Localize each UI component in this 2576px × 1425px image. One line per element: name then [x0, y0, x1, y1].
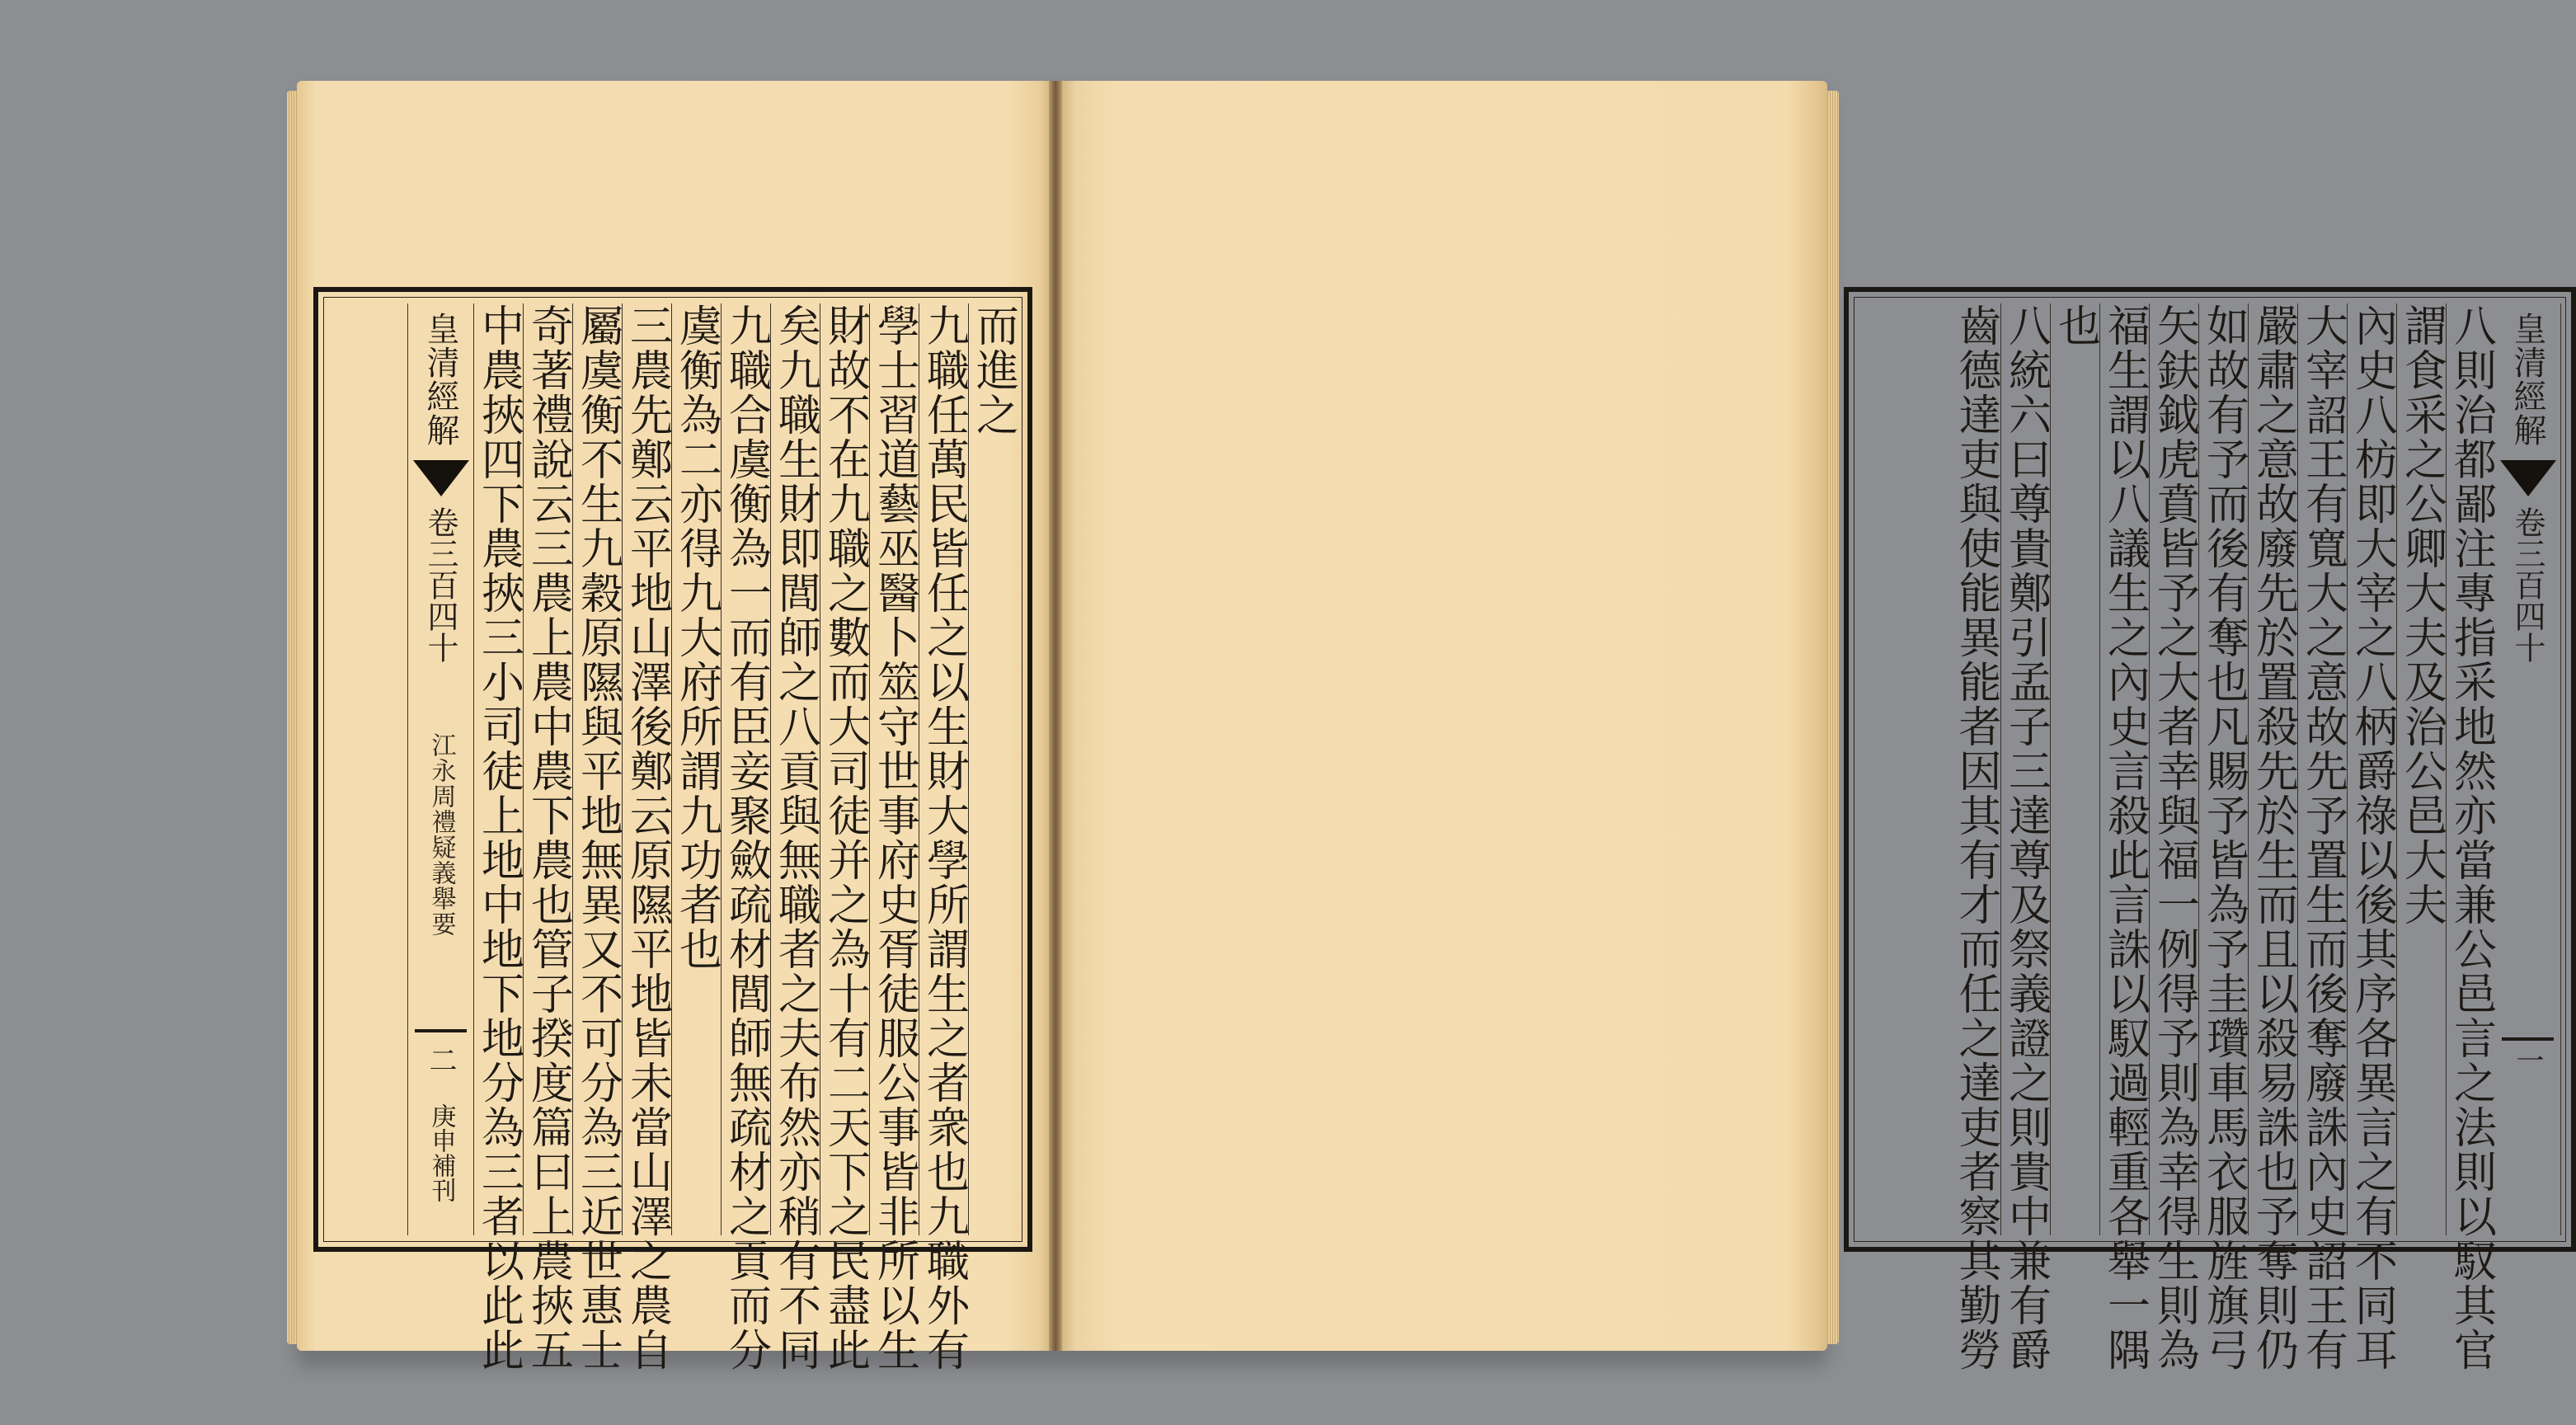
page-edges-right — [1826, 91, 1839, 1344]
text-column: 如故有予而後有奪也凡賜予皆為予圭瓚車馬衣服旌旗弓 — [2198, 303, 2249, 1372]
right-page-columns — [1859, 303, 2561, 1372]
text-column: 虞衡為二亦得九大府所謂九功者也 — [671, 303, 721, 1235]
text-column: 矣九職生財即閭師之八貢與無職者之夫布然亦稍有不同 — [770, 303, 820, 1372]
right-page-frame — [1844, 287, 2576, 1372]
spine-volume: 卷三百四十 — [2509, 506, 2545, 663]
text-column: 八統六曰尊貴鄭引孟子三達尊及祭義證之則貴中兼有爵 — [2000, 303, 2051, 1372]
fish-tail-mark — [2500, 460, 2556, 496]
text-column: 學士習道藝巫醫卜筮守世事府史胥徒服公事皆非所以生 — [869, 303, 919, 1372]
right-page — [1062, 81, 2546, 1372]
text-column: 屬虞衡不生九穀原隰與平地無異又不可分為三近世惠士 — [572, 303, 623, 1372]
spine-author-note: 江永周禮疑義舉要 — [426, 732, 456, 937]
spine-edition: 庚申補刊 — [426, 1103, 456, 1202]
text-column: 八則治都鄙注專指采地然亦當兼公邑言之法則以馭其官 — [2446, 303, 2496, 1372]
text-column: 謂食采之公卿大夫及治公邑大夫 — [2396, 303, 2446, 1235]
open-book — [297, 81, 2546, 1372]
left-page-frame — [313, 287, 1032, 1372]
book-gutter — [1049, 81, 1062, 1351]
text-column: 齒德達吏與使能異能者因其有才而任之達吏者察其勤勞 — [1951, 303, 2000, 1372]
text-column: 內史八枋即大宰之八柄爵祿以後其序各異言之有不同耳 — [2347, 303, 2397, 1372]
right-page-center-strip — [2495, 303, 2561, 1235]
spine-volume: 卷三百四十 — [422, 506, 458, 663]
text-column: 福生謂以八議生之內史言殺此言誅以馭過輕重各舉一隅 — [2099, 303, 2150, 1372]
spine-title: 皇清經解 — [2508, 312, 2546, 447]
left-page-center-strip — [407, 303, 473, 1235]
text-column: 奇著禮說云三農上農中農下農也管子揆度篇曰上農挾五 — [523, 303, 573, 1372]
spine-folio-number: 二 — [424, 1046, 457, 1074]
spine-title: 皇清經解 — [421, 312, 459, 447]
text-column: 九職任萬民皆任之以生財大學所謂生之者衆也九職外有 — [919, 303, 969, 1372]
text-column: 嚴肅之意故廢先於置殺先於生而且以殺易誅也予奪則仍 — [2248, 303, 2298, 1372]
text-column: 三農先鄭云平地山澤後鄭云原隰平地皆未當山澤之農自 — [622, 303, 672, 1372]
text-column: 大宰詔王有寬大之意故先予置生而後奪廢誅內史詔王有 — [2297, 303, 2348, 1372]
text-column: 也 — [2050, 303, 2099, 1235]
text-column: 九職合虞衡為一而有臣妾聚斂疏材閭師無疏材之貢而分 — [721, 303, 771, 1372]
spine-divider — [415, 1029, 467, 1032]
text-column: 中農挾四下農挾三小司徒上地中地下地分為三者以此此 — [473, 303, 524, 1372]
spine-divider — [2502, 1037, 2554, 1041]
spine-folio-number: 一 — [2511, 1046, 2544, 1074]
text-column: 而進之 — [968, 303, 1018, 1235]
text-column: 矢鈇鉞虎賁皆予之大者幸與福一例得予則為幸得生則為 — [2149, 303, 2199, 1372]
left-page — [297, 81, 1049, 1372]
text-column: 財故不在九職之數而大司徒并之為十有二天下之民盡此 — [820, 303, 870, 1372]
fish-tail-mark — [413, 460, 469, 496]
left-page-columns — [328, 303, 1018, 1372]
